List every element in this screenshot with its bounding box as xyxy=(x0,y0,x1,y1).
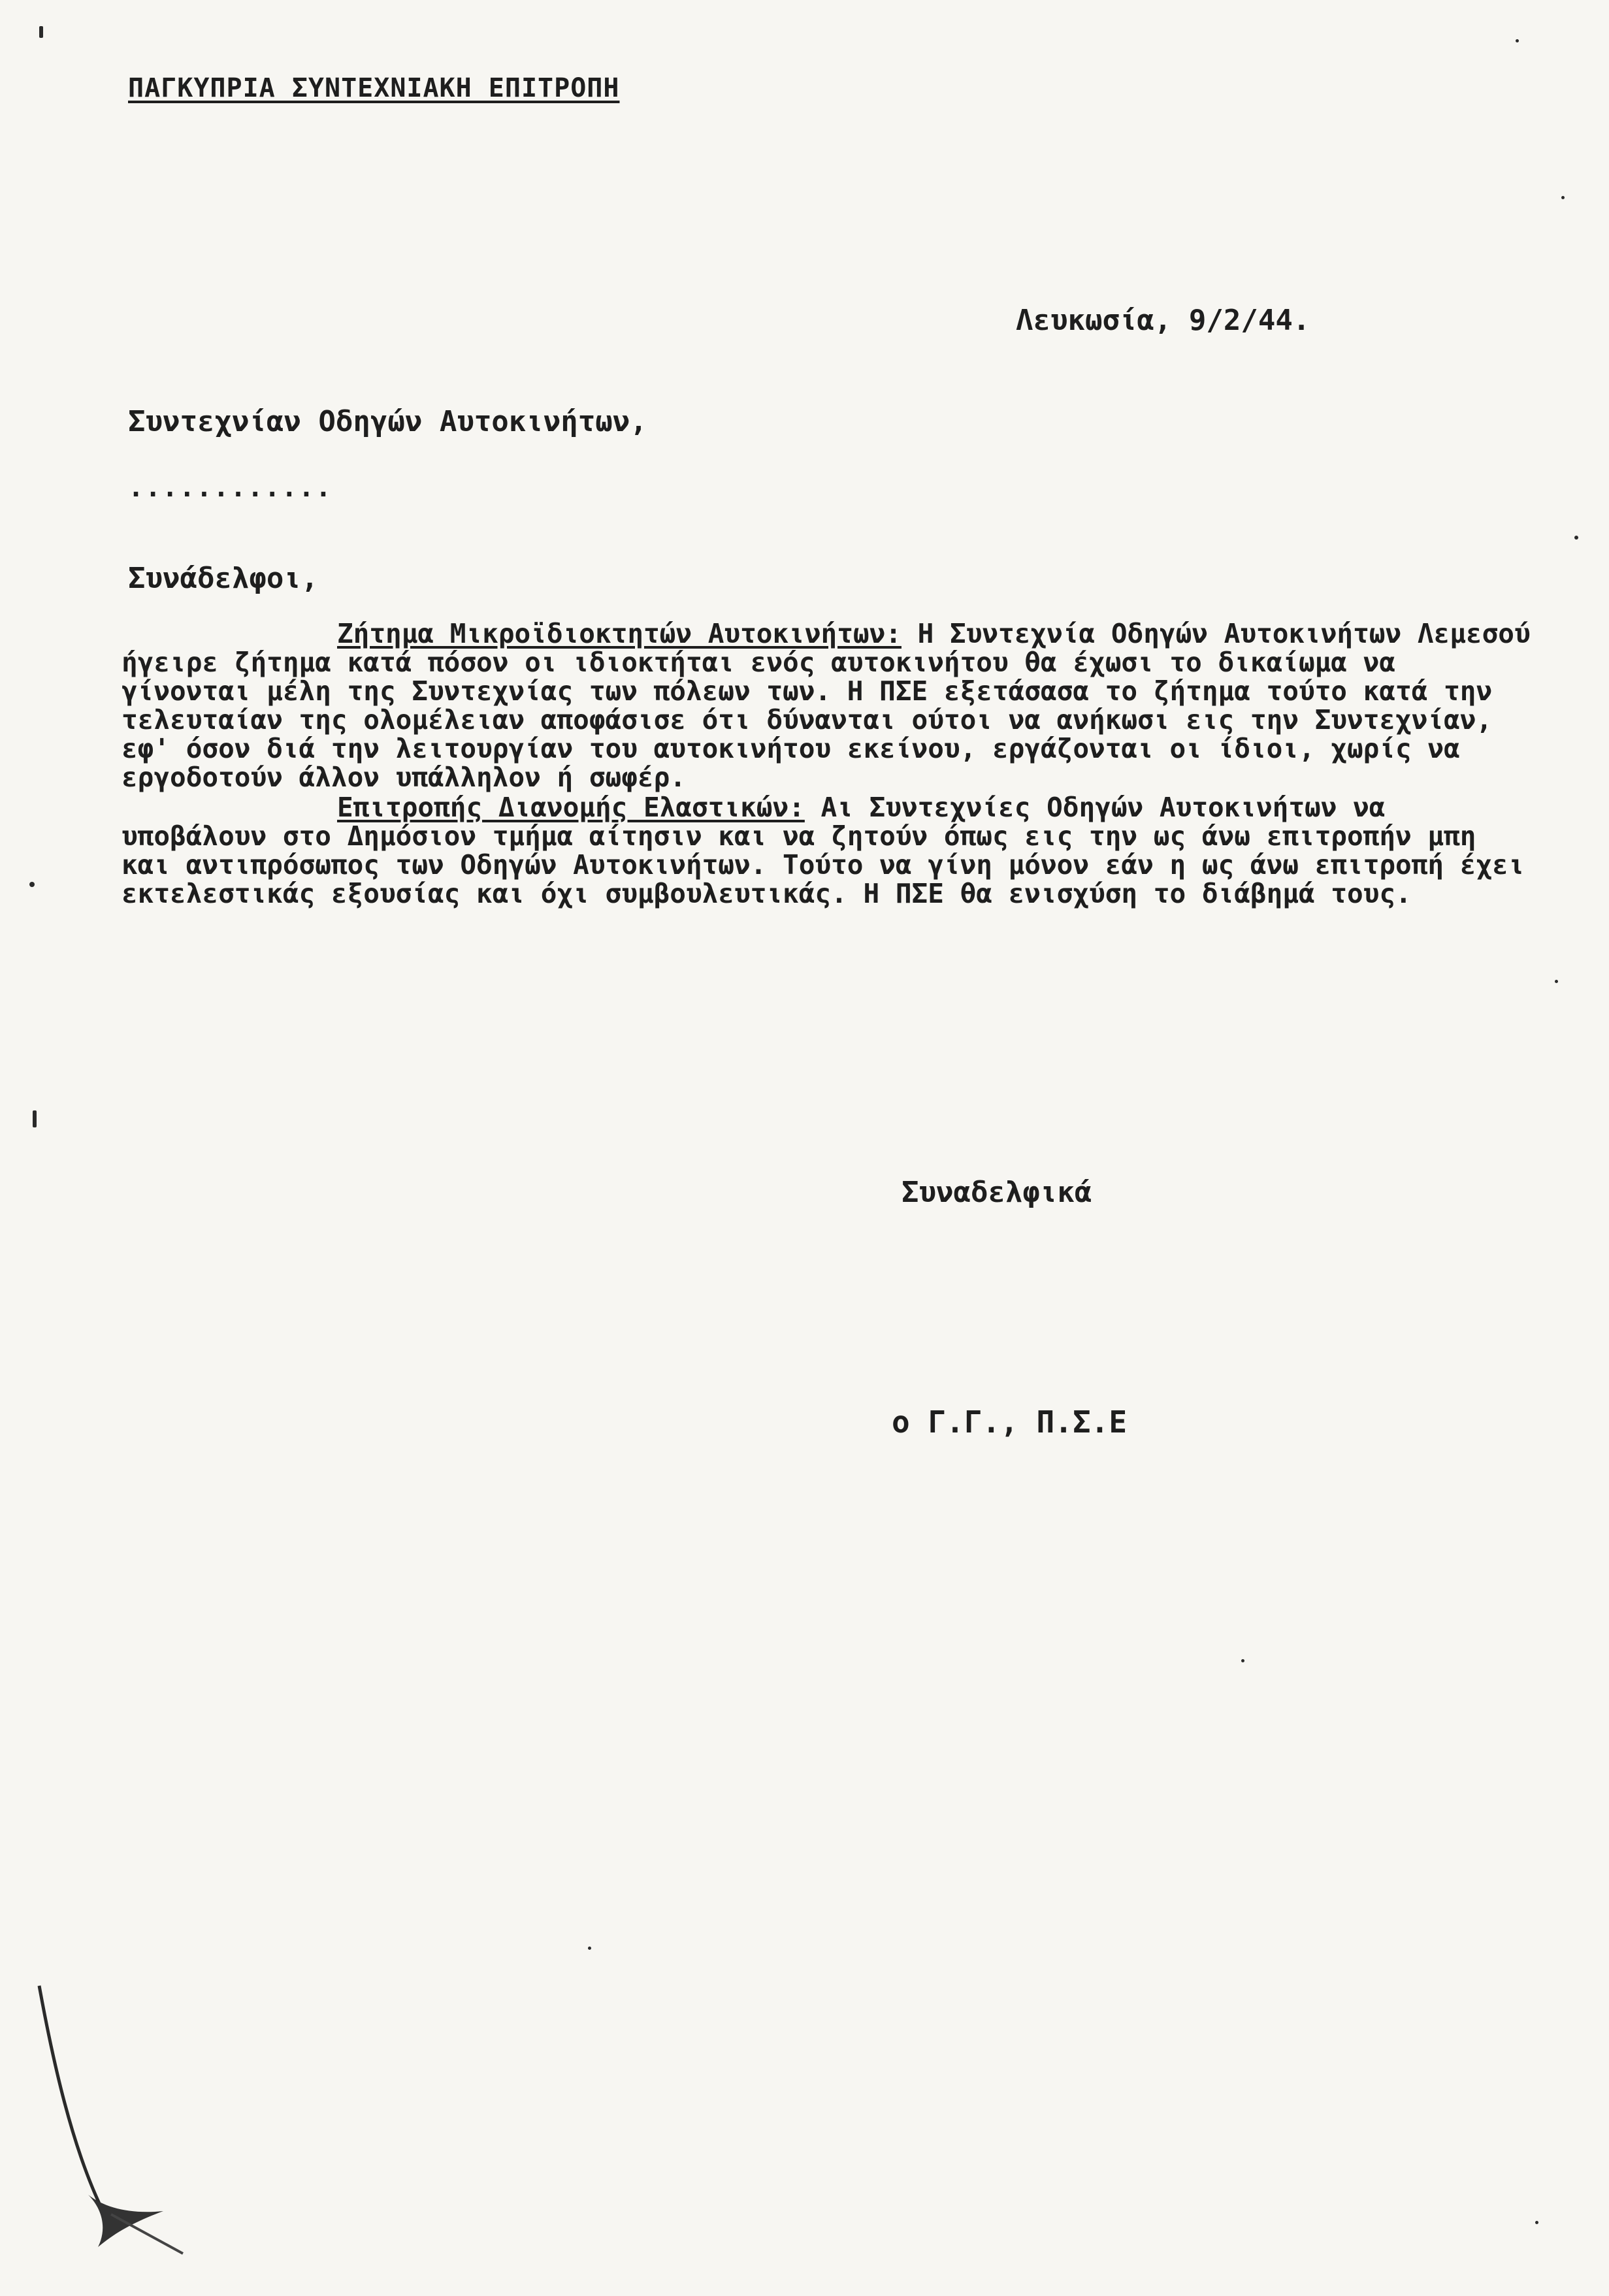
scan-speck xyxy=(1535,2221,1538,2224)
letter-date: Λευκωσία, 9/2/44. xyxy=(1016,304,1310,337)
salutation: Συνάδελφοι, xyxy=(128,562,319,595)
paragraph-1-text: Η Συντεχνία Οδηγών Αυτοκινήτων Λεμεσού ήγειρε ζήτημα κατά πόσον οι ιδιοκτήται ενός αυτοκινήτου θα έχωσι το δικαίωμα να γίνονται μέλη της Συντεχνίας των πόλεων των. Η ΠΣΕ εξετάσασα το ζήτημα τούτο κατά την τελευταίαν της ολομέλειαν αποφάσισε ότι δύνανται ούτοι να ανήκωσι εις την Συντεχνίαν, εφ' όσον διά την λειτουργίαν του αυτοκινήτου εκείνου, εργάζονται οι ίδιοι, χωρίς να εργοδοτούν άλλον υπάλληλον ή σωφέρ. xyxy=(122,618,1531,793)
address-placeholder: ............ xyxy=(128,473,333,503)
letter-header: ΠΑΓΚΥΠΡΙΑ ΣΥΝΤΕΧΝΙΑΚΗ ΕΠΙΤΡΟΠΗ xyxy=(128,73,620,103)
scan-speck xyxy=(1555,980,1558,983)
scan-speck xyxy=(1574,536,1578,540)
scan-speck xyxy=(1516,39,1519,42)
paragraph-2 xyxy=(122,793,1533,908)
addressee: Συντεχνίαν Οδηγών Αυτοκινήτων, xyxy=(128,405,647,438)
letter-body xyxy=(122,619,1533,908)
scan-speck xyxy=(1561,196,1565,199)
paragraph-1-subject: Ζήτημα Μικροϊδιοκτητών Αυτοκινήτων: xyxy=(337,618,902,649)
scan-speck xyxy=(29,882,35,887)
paragraph-2-subject: Επιτροπής Διανομής Ελαστικών: xyxy=(337,792,805,823)
paragraph-1 xyxy=(122,619,1533,792)
scan-speck xyxy=(33,1110,37,1127)
paragraph-2-text: Αι Συντεχνίες Οδηγών Αυτοκινήτων να υποβάλουν στο Δημόσιον τμήμα αίτησιν και να ζητούν όπως εις την ως άνω επιτροπήν μπη και αντιπρόσωπος των Οδηγών Αυτοκινήτων. Τούτο να γίνη μόνον εάν η ως άνω επιτροπή έχει εκτελεστικάς εξουσίας και όχι συμβουλευτικάς. Η ΠΣΕ θα ενισχύση το διάβημά τους. xyxy=(122,792,1525,909)
pen-mark xyxy=(26,1979,222,2267)
signature-block: ο Γ.Γ., Π.Σ.Ε xyxy=(892,1404,1128,1440)
scan-speck xyxy=(1241,1659,1244,1662)
scan-speck xyxy=(39,26,43,38)
scan-speck xyxy=(588,1947,591,1950)
closing: Συναδελφικά xyxy=(902,1176,1092,1209)
